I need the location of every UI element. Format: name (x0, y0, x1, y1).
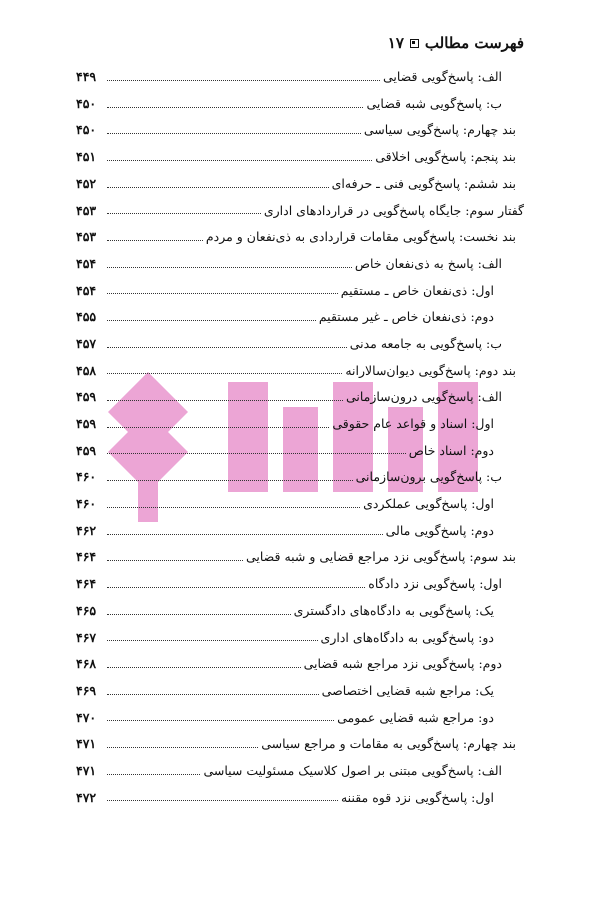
toc-entry-page: ۴۶۰ (76, 469, 97, 485)
dot-leader (107, 240, 203, 241)
dot-leader (107, 373, 342, 374)
toc-entry-page: ۴۵۲ (76, 175, 97, 191)
toc-entry-page: ۴۵۱ (76, 149, 97, 165)
dot-leader (107, 640, 318, 641)
dot-leader (107, 747, 258, 748)
toc-entry-page: ۴۵۰ (76, 122, 97, 138)
toc-entry-title: دوم: پاسخ‌گویی مالی (385, 522, 494, 538)
dot-leader (107, 293, 338, 294)
toc-entry-title: اول: پاسخ‌گویی نزد دادگاه (368, 576, 502, 592)
toc-entry (76, 518, 524, 545)
toc-entry (76, 731, 524, 758)
toc-entry (76, 411, 524, 438)
toc-entry-page: ۴۴۹ (76, 69, 97, 85)
dot-leader (107, 587, 365, 588)
toc-entry-title: دوم: ذی‌نفعان خاص ـ غیر مستقیم (318, 309, 494, 325)
toc-entry-page: ۴۷۱ (76, 762, 97, 778)
square-bullet-icon (410, 39, 419, 48)
dot-leader (107, 614, 291, 615)
dot-leader (107, 107, 363, 108)
header-page-number: ۱۷ (387, 34, 404, 52)
toc-entry-title: الف: پاسخ‌گویی مبتنی بر اصول کلاسیک مسئولیت سیاسی (203, 762, 502, 778)
toc-entry-title: اول: ذی‌نفعان خاص ـ مستقیم (340, 282, 494, 298)
toc-entry-page: ۴۶۴ (76, 576, 97, 592)
dot-leader (107, 133, 361, 134)
toc-entry-title: اول: پاسخ‌گویی عملکردی (363, 496, 494, 512)
toc-entry-page: ۴۶۷ (76, 629, 97, 645)
toc-entry (76, 705, 524, 732)
toc-entry (76, 624, 524, 651)
dot-leader (107, 720, 334, 721)
toc-entry-title: یک: مراجع شبه قضایی اختصاصی (321, 682, 494, 698)
dot-leader (107, 187, 329, 188)
toc-entry-page: ۴۵۰ (76, 95, 97, 111)
toc-entry-title: دوم: پاسخ‌گویی نزد مراجع شبه قضایی (303, 656, 502, 672)
dot-leader (107, 427, 329, 428)
header-title: فهرست مطالب (424, 34, 524, 52)
toc-entry (76, 491, 524, 518)
table-of-contents (76, 64, 524, 811)
toc-entry-title: دو: پاسخ‌گویی به دادگاه‌های اداری (320, 629, 494, 645)
toc-entry-page: ۴۶۵ (76, 602, 97, 618)
toc-entry-page: ۴۶۰ (76, 496, 97, 512)
dot-leader (107, 667, 301, 668)
toc-entry-title: اول: پاسخ‌گویی نزد قوه مقننه (340, 789, 494, 805)
dot-leader (107, 80, 380, 81)
dot-leader (107, 774, 200, 775)
toc-entry-page: ۴۵۸ (76, 362, 97, 378)
toc-entry-title: اول: اسناد و قواعد عام حقوقی (332, 416, 494, 432)
toc-entry-page: ۴۵۵ (76, 309, 97, 325)
toc-entry (76, 331, 524, 358)
toc-entry-page: ۴۶۸ (76, 656, 97, 672)
toc-entry (76, 758, 524, 785)
dot-leader (107, 347, 347, 348)
toc-entry (76, 64, 524, 91)
toc-entry-page: ۴۵۹ (76, 389, 97, 405)
toc-entry (76, 571, 524, 598)
dot-leader (107, 213, 261, 214)
toc-entry-title: دوم: اسناد خاص (408, 442, 494, 458)
dot-leader (107, 320, 316, 321)
toc-entry (76, 144, 524, 171)
toc-entry-page: ۴۵۷ (76, 335, 97, 351)
toc-entry-title: الف: پاسخ‌گویی درون‌سازمانی (345, 389, 502, 405)
toc-entry-title: گفتار سوم: جایگاه پاسخ‌گویی در قراردادهای اداری (263, 202, 524, 218)
toc-entry (76, 651, 524, 678)
toc-entry (76, 91, 524, 118)
toc-entry-page: ۴۶۲ (76, 522, 97, 538)
dot-leader (107, 534, 383, 535)
toc-entry-title: دو: مراجع شبه قضایی عمومی (337, 709, 494, 725)
toc-entry-page: ۴۵۹ (76, 416, 97, 432)
dot-leader (107, 694, 319, 695)
toc-entry (76, 785, 524, 812)
toc-entry-page: ۴۷۲ (76, 789, 97, 805)
toc-entry (76, 384, 524, 411)
toc-entry-title: بند ششم: پاسخ‌گویی فنی ـ حرفه‌ای (331, 175, 516, 191)
toc-entry-page: ۴۵۴ (76, 255, 97, 271)
toc-entry-title: بند نخست: پاسخ‌گویی مقامات قراردادی به ذی‌نفعان و مردم (205, 229, 516, 245)
toc-entry-page: ۴۵۹ (76, 442, 97, 458)
toc-entry (76, 278, 524, 305)
toc-entry (76, 304, 524, 331)
toc-entry (76, 171, 524, 198)
dot-leader (107, 160, 372, 161)
toc-entry (76, 438, 524, 465)
toc-entry-page: ۴۷۰ (76, 709, 97, 725)
dot-leader (107, 800, 338, 801)
toc-entry-page: ۴۵۳ (76, 229, 97, 245)
dot-leader (107, 400, 343, 401)
toc-entry-title: ب: پاسخ‌گویی شبه قضایی (366, 95, 502, 111)
toc-entry-page: ۴۶۴ (76, 549, 97, 565)
toc-entry-page: ۴۶۹ (76, 682, 97, 698)
toc-entry-title: ب: پاسخ‌گویی برون‌سازمانی (355, 469, 502, 485)
toc-entry-title: بند پنجم: پاسخ‌گویی اخلاقی (375, 149, 516, 165)
toc-entry (76, 224, 524, 251)
toc-entry (76, 251, 524, 278)
dot-leader (107, 267, 352, 268)
toc-entry (76, 678, 524, 705)
toc-entry-page: ۴۵۳ (76, 202, 97, 218)
dot-leader (107, 453, 406, 454)
toc-entry-title: بند سوم: پاسخ‌گویی نزد مراجع قضایی و شبه قضایی (245, 549, 516, 565)
toc-entry (76, 598, 524, 625)
toc-entry (76, 117, 524, 144)
page-header (76, 32, 524, 54)
toc-entry (76, 544, 524, 571)
toc-entry-title: الف: پاسخ به ذی‌نفعان خاص (354, 255, 502, 271)
toc-entry (76, 358, 524, 385)
toc-entry-title: بند چهارم: پاسخ‌گویی به مقامات و مراجع سیاسی (261, 736, 516, 752)
dot-leader (107, 507, 360, 508)
toc-entry-title: الف: پاسخ‌گویی قضایی (382, 69, 502, 85)
toc-entry-page: ۴۵۴ (76, 282, 97, 298)
toc-entry-title: یک: پاسخ‌گویی به دادگاه‌های دادگستری (293, 602, 494, 618)
toc-entry-page: ۴۷۱ (76, 736, 97, 752)
toc-entry-title: بند چهارم: پاسخ‌گویی سیاسی (363, 122, 516, 138)
toc-entry-title: ب: پاسخ‌گویی به جامعه مدنی (349, 335, 502, 351)
toc-entry-title: بند دوم: پاسخ‌گویی دیوان‌سالارانه (345, 362, 516, 378)
toc-entry (76, 464, 524, 491)
dot-leader (107, 560, 243, 561)
toc-entry (76, 197, 524, 224)
dot-leader (107, 480, 353, 481)
